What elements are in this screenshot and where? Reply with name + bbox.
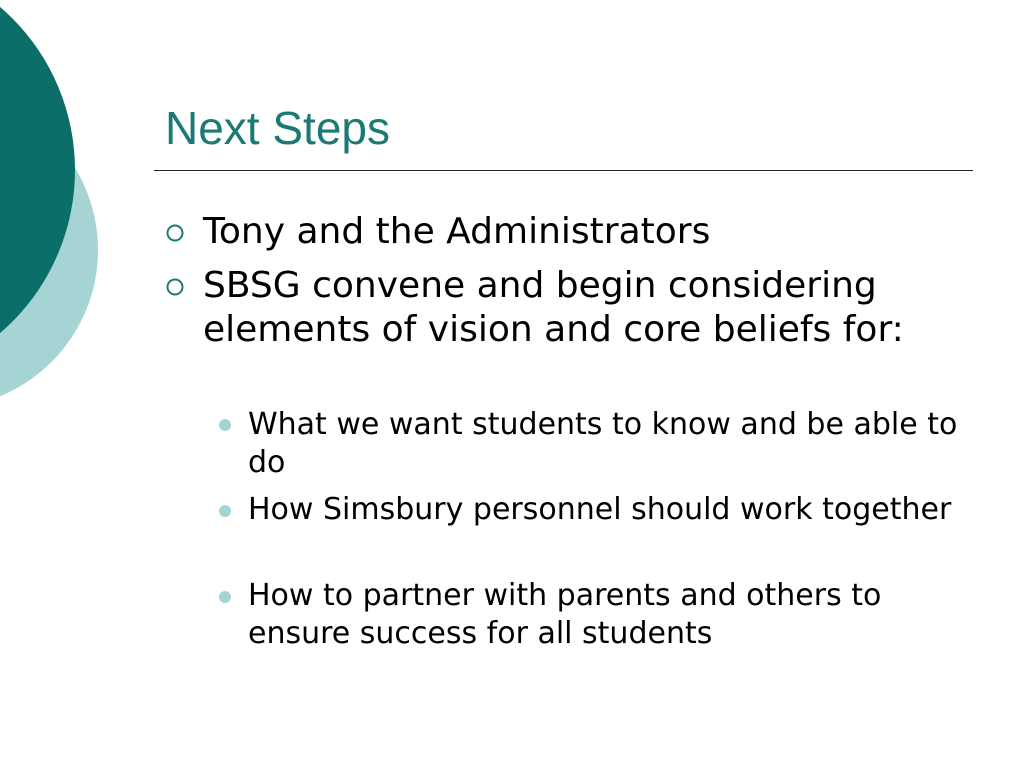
bullet-item: Tony and the Administrators (203, 211, 711, 252)
sub-bullet-item: How to partner with parents and others to ensure success for all students (248, 578, 882, 651)
hollow-circle-icon (165, 223, 185, 243)
filled-dot-icon (219, 419, 231, 431)
decorative-circles (0, 0, 120, 420)
bullet-item: SBSG convene and begin considering elements of vision and core beliefs for: (203, 265, 904, 350)
filled-dot-icon (219, 591, 231, 603)
sub-bullet-item: How Simsbury personnel should work together (248, 492, 952, 527)
title-divider (154, 170, 973, 171)
hollow-circle-icon (165, 277, 185, 297)
sub-bullet-item: What we want students to know and be able to do (248, 407, 958, 480)
filled-dot-icon (219, 505, 231, 517)
slide-title: Next Steps (165, 102, 390, 154)
